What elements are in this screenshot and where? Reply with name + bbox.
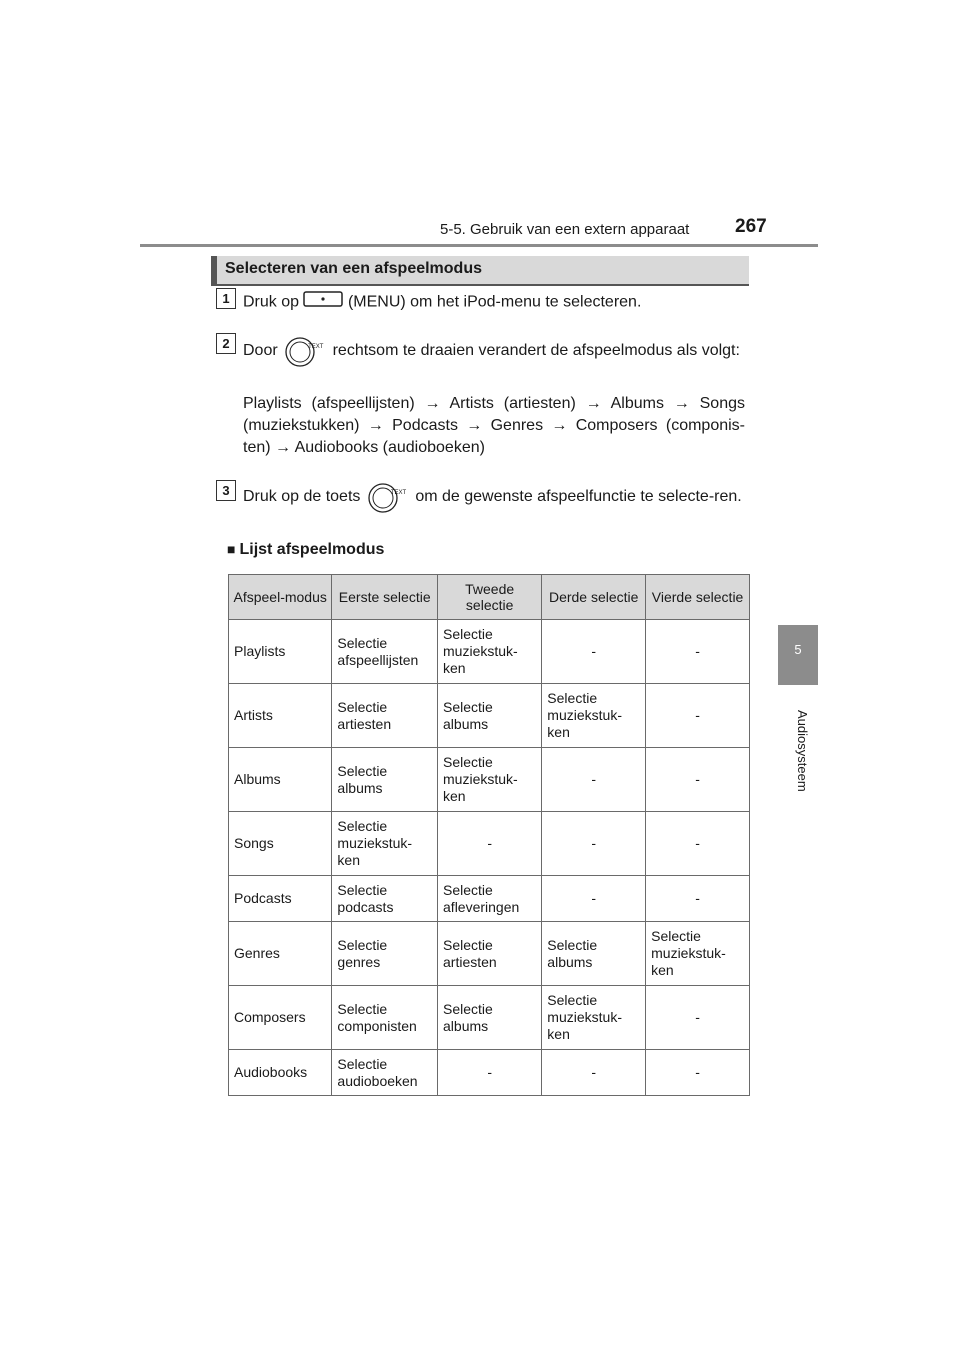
knob-label: TEXT — [390, 490, 407, 496]
table-row — [229, 684, 750, 748]
column-header: Eerste selectie — [332, 575, 438, 620]
section-path: 5-5. Gebruik van een extern apparaat — [440, 221, 690, 238]
table-cell: Songs — [229, 812, 332, 876]
table-cell: Playlists — [229, 620, 332, 684]
table-cell: - — [646, 812, 750, 876]
table-header-row — [229, 575, 750, 620]
table-row — [229, 876, 750, 922]
step-3-text — [243, 480, 745, 514]
table-cell: - — [646, 620, 750, 684]
list-heading — [227, 541, 384, 559]
table-cell: Selectie albums — [542, 922, 646, 986]
table-cell: Selectie albums — [438, 986, 542, 1050]
table-cell: Genres — [229, 922, 332, 986]
table-cell: - — [542, 748, 646, 812]
mode-table — [228, 574, 750, 1096]
table-cell: - — [646, 876, 750, 922]
table-cell: Selectie muziekstuk-ken — [438, 748, 542, 812]
table-cell: Selectie artiesten — [332, 684, 438, 748]
section-heading — [211, 256, 749, 286]
step-1-part2: (MENU) om het iPod-menu te selecteren. — [347, 293, 642, 311]
step-2-detail: Playlists (afspeellijsten) → Artists (artiesten) → Albums → Songs (muziekstukken) → Podcasts → Genres → Composers (componis-ten) → Audiobooks (audioboeken) — [243, 395, 745, 456]
table-cell: Selectie genres — [332, 922, 438, 986]
page-number: 267 — [735, 216, 767, 237]
column-header: Derde selectie — [542, 575, 646, 620]
table-cell: Selectie albums — [438, 684, 542, 748]
step-2-text — [243, 334, 745, 368]
table-cell: Albums — [229, 748, 332, 812]
table-cell: - — [438, 1050, 542, 1096]
table-cell: Selectie muziekstuk-ken — [646, 922, 750, 986]
step-3-part1: Druk op de toets — [243, 488, 361, 506]
table-row — [229, 1050, 750, 1096]
table-cell: - — [646, 684, 750, 748]
table-cell: Selectie muziekstuk-ken — [438, 620, 542, 684]
table-cell: Audiobooks — [229, 1050, 332, 1096]
column-header: Afspeel-modus — [229, 575, 332, 620]
table-cell: Selectie afleveringen — [438, 876, 542, 922]
table-cell: Selectie muziekstuk-ken — [542, 684, 646, 748]
text-knob-icon — [365, 480, 411, 514]
column-header: Vierde selectie — [646, 575, 750, 620]
table-row — [229, 620, 750, 684]
heading-bar — [211, 256, 217, 284]
table-cell: - — [646, 748, 750, 812]
table-cell: Podcasts — [229, 876, 332, 922]
table-cell: - — [438, 812, 542, 876]
chapter-number: 5 — [794, 642, 802, 657]
table-cell: - — [646, 1050, 750, 1096]
table-row — [229, 986, 750, 1050]
table-cell: Composers — [229, 986, 332, 1050]
table-cell: Selectie audioboeken — [332, 1050, 438, 1096]
menu-button-icon — [303, 290, 343, 315]
step-3-part2: om de gewenste afspeelfunctie te selecte-ren. — [415, 488, 742, 506]
table-cell: Selectie afspeellijsten — [332, 620, 438, 684]
step-2-badge: 2 — [216, 333, 236, 354]
table-cell: Selectie muziekstuk-ken — [332, 812, 438, 876]
table-cell: - — [542, 812, 646, 876]
table-cell: Selectie artiesten — [438, 922, 542, 986]
column-header: Tweede selectie — [438, 575, 542, 620]
step-1-part1: Druk op — [243, 293, 300, 311]
table-cell: Selectie albums — [332, 748, 438, 812]
step-2-part2: rechtsom te draaien verandert de afspeelmodus als volgt: — [332, 342, 740, 360]
knob-label: TEXT — [308, 344, 324, 350]
table-cell: Selectie podcasts — [332, 876, 438, 922]
table-cell: - — [542, 1050, 646, 1096]
table-cell: Selectie muziekstuk-ken — [542, 986, 646, 1050]
table-cell: - — [542, 876, 646, 922]
section-title: Selecteren van een afspeelmodus — [225, 260, 482, 277]
step-3-badge: 3 — [216, 480, 236, 501]
step-2-part1: Door — [243, 342, 278, 360]
step-1-badge: 1 — [216, 288, 236, 309]
chapter-tab — [778, 625, 818, 685]
table-cell: Selectie componisten — [332, 986, 438, 1050]
table-row — [229, 748, 750, 812]
table-cell: - — [542, 620, 646, 684]
square-bullet-icon: ■ — [227, 541, 236, 557]
step-1-text — [243, 290, 745, 315]
list-heading-text: Lijst afspeelmodus — [239, 541, 385, 558]
table-cell: Artists — [229, 684, 332, 748]
header-rule — [140, 244, 818, 247]
table-row — [229, 922, 750, 986]
text-knob-icon — [282, 334, 328, 368]
table-cell: - — [646, 986, 750, 1050]
chapter-label: Audiosysteem — [795, 710, 810, 792]
table-row — [229, 812, 750, 876]
